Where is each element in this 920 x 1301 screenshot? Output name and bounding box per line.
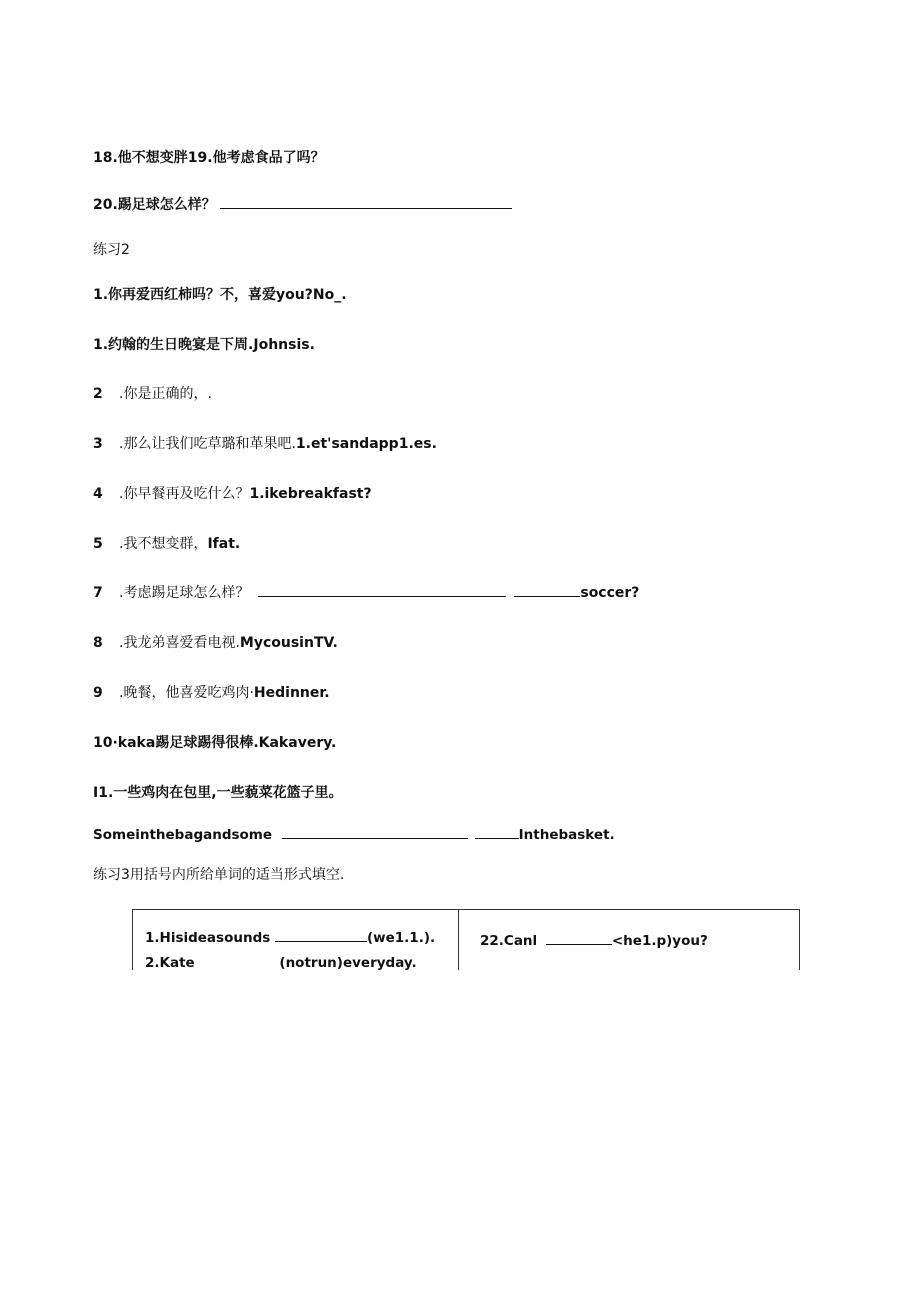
answer-blank[interactable] (220, 196, 512, 209)
question-10 (93, 734, 336, 752)
question-8-number: 8 (93, 635, 103, 651)
exercise-2-title-text: 练习2 (93, 242, 130, 258)
table-cell-2 (480, 932, 708, 949)
exercise-3-title (93, 866, 344, 884)
cell-2-post: <he1.p)you? (611, 933, 708, 949)
question-1a-text: 1.你再爱西红柿吗？不，喜爱you?No_. (93, 287, 347, 303)
question-9 (93, 684, 330, 702)
question-9-number: 9 (93, 685, 103, 701)
question-7 (93, 584, 639, 602)
question-7-number: 7 (93, 585, 103, 601)
cell-2-pre: 22.Canl (480, 933, 538, 949)
question-8-cn: .我龙弟喜爱看电视. (119, 635, 240, 651)
table-cell-1a (145, 929, 435, 946)
answer-blank[interactable] (258, 584, 506, 597)
cell-1b-post: (notrun)everyday. (279, 955, 417, 971)
line-18-19-text: 18.他不想变胖19.他考虑食品了吗？ (93, 150, 325, 166)
answer-blank[interactable] (546, 932, 612, 945)
question-11-cn: I1.一些鸡肉在包里,一些藐菜花篮子里。 (93, 785, 343, 801)
exercise-3-title-text: 练习3用括号内所给单词的适当形式填空. (93, 867, 345, 883)
question-11-en-b: Inthebasket. (518, 827, 615, 843)
table-column-divider (458, 909, 459, 970)
question-7-cn: .考虑踢足球怎么样？ (119, 585, 250, 601)
question-11 (93, 784, 343, 802)
question-1b-cn: 1.约翰的生日晚宴是下周. (93, 337, 254, 353)
question-8-en: MycousinTV. (239, 635, 338, 651)
question-10-en: Kakavery. (258, 735, 337, 751)
question-3-en: 1.et'sandapp1.es. (295, 436, 437, 452)
question-11-en-a: Someinthebagandsome (93, 827, 273, 843)
question-1b (93, 336, 315, 354)
question-9-cn: .晚餐，他喜爱吃鸡肉· (119, 685, 254, 701)
question-9-en: Hedinner. (253, 685, 330, 701)
answer-blank[interactable] (475, 826, 519, 839)
question-4-number: 4 (93, 486, 103, 502)
question-10-cn: 10·kaka踢足球踢得很棒. (93, 735, 259, 751)
question-4 (93, 485, 372, 503)
question-3-cn: .那么让我们吃草璐和革果吧. (119, 436, 296, 452)
question-2-number: 2 (93, 386, 103, 402)
exercise-2-title (93, 241, 130, 259)
question-3-number: 3 (93, 436, 103, 452)
question-5 (93, 535, 240, 553)
question-2 (93, 385, 212, 403)
line-20-text: 20.踢足球怎么样？ (93, 197, 216, 213)
question-2-text: .你是正确的，. (119, 386, 212, 402)
answer-blank[interactable] (514, 584, 580, 597)
line-20 (93, 196, 512, 214)
answer-blank[interactable] (275, 929, 367, 942)
cell-1b-pre: 2.Kate (145, 955, 195, 971)
question-5-cn: .我不想变群， (119, 536, 208, 552)
question-1b-en: Johnsis. (253, 337, 315, 353)
question-8 (93, 634, 338, 652)
cell-1a-pre: 1.Hisideasounds (145, 930, 271, 946)
question-1a (93, 286, 347, 304)
answer-blank[interactable] (282, 826, 468, 839)
question-5-en: Ifat. (207, 536, 241, 552)
question-3 (93, 435, 437, 453)
question-11-english (93, 826, 615, 844)
question-7-en: soccer? (580, 585, 640, 601)
cell-1a-post: (we1.1.). (366, 930, 436, 946)
table-cell-1b (145, 955, 417, 971)
question-5-number: 5 (93, 536, 103, 552)
question-4-cn: .你早餐再及吃什么？ (119, 486, 250, 502)
line-18-19 (93, 149, 325, 167)
question-4-en: 1.ikebreakfast? (249, 486, 372, 502)
